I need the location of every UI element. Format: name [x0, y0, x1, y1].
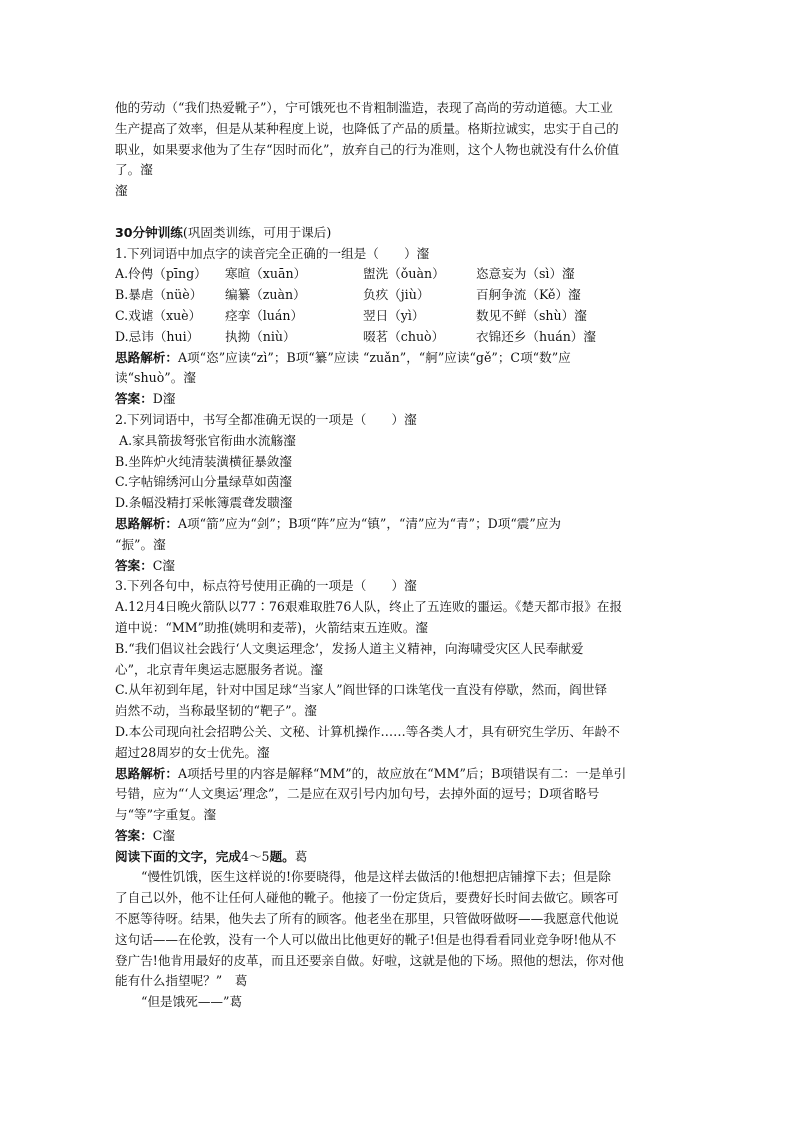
reading-section	[115, 847, 680, 1013]
option-cell: 衣锦还乡（huán）瀣	[476, 328, 596, 344]
option-cell: D.忌讳（hui）	[115, 328, 200, 344]
analysis-line: 号错，应为“‘人文奥运’理念”，二是应在双引号内加句号，去掉外面的逗号；D项省略号	[115, 786, 600, 802]
question-stem: 2.下列词语中，书写全都准确无误的一项是（ ）瀣	[115, 411, 417, 427]
intro-line: 瀣	[115, 183, 128, 199]
option-cell: 负疚（jiù）	[363, 287, 430, 303]
option-line: 岿然不动，当称最坚韧的“靶子”。瀣	[115, 703, 317, 719]
reading-heading-mark: 葛	[294, 848, 308, 864]
question-1	[115, 244, 680, 410]
passage-line: 这句话——在伦敦，没有一个人可以做出比他更好的靴子!但是也得看看同业竞争呀!他从不	[115, 931, 617, 947]
option-line: B.“我们倡议社会践行‘人文奥运理念’，发扬人道主义精神，向海啸受灾区人民奉献爱	[115, 640, 584, 656]
passage-line: 了自己以外，他不让任何人碰他的靴子。他接了一份定货后，要费好长时间去做它。顾客可	[115, 890, 619, 906]
analysis-label: 思路解析：	[115, 765, 178, 781]
document-page	[115, 98, 680, 1013]
question-stem: 3.下列各句中，标点符号使用正确的一项是（ ）瀣	[115, 578, 417, 594]
option-cell: 寒暄（xuān）	[225, 266, 307, 282]
analysis-line	[115, 348, 680, 369]
section-title: 30分钟训练	[115, 224, 183, 240]
reading-heading	[115, 847, 680, 868]
answer-text: C瀣	[152, 557, 176, 573]
option-line: 道中说：“MM”助推(姚明和麦蒂)，火箭结束五连败。瀣	[115, 619, 428, 635]
question-stem: 1.下列词语中加点字的读音完全正确的一组是（ ）瀣	[115, 245, 430, 261]
analysis-line	[115, 514, 680, 535]
option-cell: 痉挛（luán）	[225, 307, 304, 323]
option-line: A.12月4日晚火箭队以77∶76艰难取胜76人队，终止了五连败的噩运。《楚天都市报》在报	[115, 599, 623, 615]
analysis-line: 读“shuò”。瀣	[115, 370, 196, 386]
answer-label: 答案：	[115, 557, 153, 573]
answer-label: 答案：	[115, 827, 153, 843]
analysis-label: 思路解析：	[115, 349, 178, 365]
analysis-text: A项括号里的内容是解释“MM”的，故应放在“MM”后；B项错误有二：一是单引	[177, 765, 627, 781]
answer-line	[115, 556, 680, 577]
option-line: D.条幅没精打采帐簿震聋发聩瀣	[115, 495, 293, 511]
option-row-b	[115, 285, 680, 306]
option-line: C.字帖锦绣河山分量绿草如茵瀣	[115, 474, 292, 490]
reading-heading-tail: 题。	[269, 848, 295, 864]
passage-line: “但是饿死——”葛	[141, 994, 243, 1010]
intro-line: 他的劳动（“我们热爱靴子”），宁可饿死也不肯粗制滥造，表现了高尚的劳动道德。大工业	[115, 100, 613, 115]
option-cell: B.暴虐（nüè）	[115, 287, 203, 303]
question-2	[115, 410, 680, 576]
intro-line: 生产提高了效率，但是从某种程度上说，也降低了产品的质量。格斯拉诚实，忠实于自己的	[115, 120, 619, 136]
passage-line: 登广告!他肯用最好的皮革，而且还要亲自做。好啦，这就是他的下场。照他的想法，你对他	[115, 952, 624, 968]
option-cell: 执拗（niù）	[225, 328, 296, 344]
answer-line	[115, 826, 680, 847]
option-cell: 百舸争流（Kě）瀣	[476, 287, 581, 303]
option-cell: C.戏谑（xuè）	[115, 307, 202, 323]
section-heading	[115, 223, 680, 244]
reading-heading-text: 阅读下面的文字，完成	[115, 848, 241, 864]
option-line: C.从年初到年尾，针对中国足球“当家人”阎世铎的口诛笔伐一直没有停歇，然而，阎世铎	[115, 682, 608, 698]
option-row-d	[115, 327, 680, 348]
option-line: B.坐阵炉火纯清装潢横征暴敛瀣	[115, 453, 292, 469]
option-cell: A.伶俜（pīng）	[115, 266, 207, 282]
option-line: 超过28周岁的女士优先。瀣	[115, 744, 270, 760]
spacer	[115, 202, 680, 223]
intro-paragraph	[115, 98, 680, 202]
section-note: (巩固类训练，可用于课后)	[182, 224, 332, 240]
option-cell: 翌日（yì）	[363, 307, 425, 323]
option-row-c	[115, 306, 680, 327]
passage-line: “慢性饥饿，医生这样说的!你要晓得，他是这样去做活的!他想把店铺撑下去；但是除	[141, 869, 611, 885]
analysis-text: A项“恣”应读“zì”；B项“纂”应读 “zuǎn”，“舸”应读“gě”；C项“数”应	[177, 349, 571, 365]
intro-line: 职业，如果要求他为了生存“因时而化”，放弃自己的行为准则，这个人物也就没有什么价值	[115, 141, 620, 157]
option-cell: 恣意妄为（sì）瀣	[476, 266, 575, 282]
option-line: A.家具箭拔弩张官衔曲水流觞瀣	[119, 432, 296, 448]
analysis-line	[115, 764, 680, 785]
option-line: D.本公司现向社会招聘公关、文秘、计算机操作……等各类人才，具有研究生学历、年龄不	[115, 723, 620, 739]
intro-line: 了。瀣	[115, 162, 153, 178]
option-line: 心”，北京青年奥运志愿服务者说。瀣	[115, 661, 323, 677]
option-row-a	[115, 264, 680, 285]
answer-text: D瀣	[152, 391, 176, 407]
analysis-line: “振”。瀣	[115, 536, 166, 552]
question-3	[115, 576, 680, 846]
passage-line: 能有什么指望呢？” 葛	[115, 973, 248, 989]
answer-text: C瀣	[152, 827, 176, 843]
option-cell: 盥洗（ǒuàn）	[363, 266, 445, 282]
reading-heading-nums: 4～5	[240, 848, 270, 864]
analysis-line: 与“等”字重复。瀣	[115, 807, 217, 823]
answer-label: 答案：	[115, 391, 153, 407]
option-cell: 啜茗（chuò）	[363, 328, 445, 344]
passage-line: 不愿等待呀。结果，他失去了所有的顾客。他老坐在那里，只管做呀做呀——我愿意代他说	[115, 911, 619, 927]
option-cell: 数见不鲜（shù）瀣	[476, 307, 587, 323]
option-cell: 编纂（zuàn）	[225, 287, 306, 303]
answer-line	[115, 389, 680, 410]
analysis-text: A项“箭”应为“剑”；B项“阵”应为“镇”，“清”应为“青”；D项“震”应为	[177, 515, 562, 531]
analysis-label: 思路解析：	[115, 515, 178, 531]
